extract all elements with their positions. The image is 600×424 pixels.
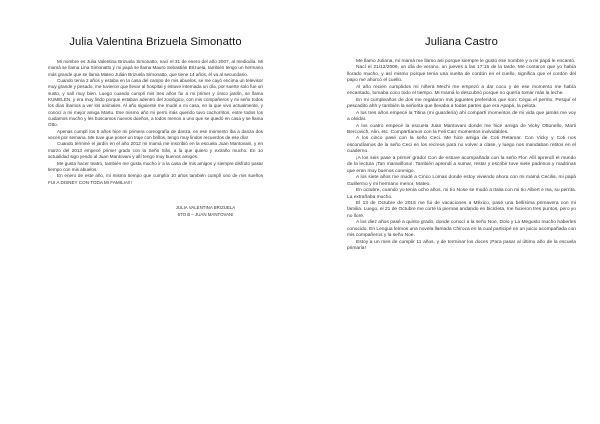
paragraph: A los cuatro empecé la escuela Juan Mantovani donde me hice amiga de Vicky Ottonello, Marti Bercovich, Alin, etc. Compartíamos con la Feli Carr momentos inolvidables. (347, 123, 576, 135)
paragraph: Mi nombre es Julia Valentina Brizuela Simonatto, nací el 31 de enero del año 2007, al mediodía. Mi mamá se llama Lina Simonatto y mi papá se llama Mauro Sebastián Brizuela, también tengo un hermano más grande que se llama Mateo Julián Brizuela Simonatto, que tiene 14 años, él va al secundario. (48, 59, 263, 77)
paragraph: Me gusta hacer teatro, también me gusta mucho ir a la casa de mis amigos y siempre disfruto pasar tiempo con mis abuelos. (48, 160, 263, 172)
right-page-body (347, 59, 576, 253)
paragraph: Al año recién cumplidos mi niñera Mechi me empezó a dar coco y de ese momento me había encantado, tomaba coco todo el tiempo. Mi mamá lo descubrió porque no quería tomar más la leche. (347, 84, 576, 97)
left-page-body (48, 59, 263, 186)
left-page-title: Julia Valentina Brizuela Simonatto (69, 36, 242, 48)
signature-name: JULIA VALENTINA BRIZUELA (175, 204, 236, 210)
right-page (300, 0, 600, 424)
paragraph: A los siete años me mudé a Cinco Lomas donde estoy viviendo ahora con mi mamá Cecilia, mi papá Guillermo y mi hermano menor, Mateo. (347, 175, 576, 187)
paragraph: Nací el 21/12/2006, un día de verano, un jueves a las 17:15 de la tarde. Me contaron que yo había llorado mucho, y así mismo porque tenía una vuelta de cordón en el cuello, significa que el cordón del papo me ahorcó el cuello. (347, 65, 576, 84)
paragraph: Estoy a un mes de cumplir 11 años, y de terminar los doces ¡Para pasar al último año de la escuela primaria! (347, 239, 576, 252)
paragraph: En enero de este año, mi mismo tiempo que cumplía 10 años también cumplí uno de mis sueños FUI A DISNEY CON TODA MI FAMILIA!!! (48, 173, 263, 185)
paragraph: Cuando tenía 2 años y estaba en la casa del campo de mis abuelos, se me cayó encima un televisor muy grande y pesado, me tuvieron que llevar al hospital y estuve internada un día, por suerte solo fue un susto, y salí muy bien. Luego cuando cumplí mis tres años fui a mi primer y único jardín, se llama KUMELEN, y era muy lindo porque estaban adentro del zoológico, con mis compañeros y mi seño todos los días íbamos a ver los animales. Al año siguiente me mudé a mi casa, en la que vivo actualmente, y conocí a mi mejor amiga Martu. Ese mismo año mi perro más querido tuvo cachorritos, entre todos los cuidamos mucho y les buscamos nuevos dueños, a todos menos a uno que se quedó en casa y se llama Otto. (48, 78, 263, 128)
paragraph: A los tres años empecé la Titina (mi guardería) ahí compartí momentos de mi vida que jamás me voy a olvidar. (347, 110, 576, 123)
right-page-title: Juliana Castro (425, 36, 498, 48)
paragraph: A los diez años pasé a quinto grado, donde conocí a la seño Noe, Dolo y La Megusto mucho haberles conocido. En Lengua leímos una novela llamada Chiroca en la cual participé en un juicio acompañada con mis compañeros y la seño Noe. (347, 220, 576, 239)
paragraph: ¡A los seis pase a primer grado! Con de estuve acompañada con la seño Flor. Allí aprendí el mundo de la lectura ¡Tan maravilloso!. También aprendí a sumar, restar y escribir tuve siete padrinos y madrinas que eran muy buenos conmigo. (347, 155, 576, 174)
paragraph: Me llamo Juliana, mi mamá me llamo así porque siempre le gustó ese nombre y a mi papá le encantó. (356, 59, 576, 64)
paragraph: Cuando terminé el jardín en el año 2012 mi mamá me inscribió en la escuela Juan Mantovani, y en marzo del 2013 empecé primer grado con la Seño Silvi, a la que quiero y extraño mucho. En 1o actualidad sigo yendo al Juan Mantovani y allí tengo muy buenos amigos. (48, 141, 263, 160)
paragraph: En mi cumpleaños de dos me regalaron mis juguetes preferidos que son: Cegui el perrito, Pesquí el pescadito ahh y también la señorita que llevaba a todas partes que era Apapá, la pelota. (347, 97, 576, 110)
paragraph: Apenas cumplí los 5 años hice mi primera coreografía de danza, en ese momento iba a danza dos veces por semana. Me tuve que poner un traje con brillos, tengo muy lindos recuerdos de ese día! (48, 128, 263, 141)
signature-class: 5TO B – JUAN MANTOVANI (177, 212, 234, 218)
paragraph: A los cinco pasé con la seño Ceci. Me hice amiga de Coti Retamar. Con Vicky y Coti nos escondíamos de la seño Ceci en los recreos para no volver a clase, y luego nos mandaban retitos en el cuaderno. (347, 136, 576, 155)
paragraph: El 13 de Octubre de 2016 me fui de vacaciones a México, pasé una bellísima primavera con mi familia. Luego, el 21 de Octubre me corté la piernas andando en bicicleta, me hicieron tres puntos, pero yo no lloré. (347, 200, 576, 219)
signature-block (48, 204, 263, 219)
paragraph: En octubre, cuando yo tenía ocho años, mi tío Nose se mudó a Italia con mi tío Albert e Isa, su perrita. La extrañaba mucho. (347, 188, 576, 200)
